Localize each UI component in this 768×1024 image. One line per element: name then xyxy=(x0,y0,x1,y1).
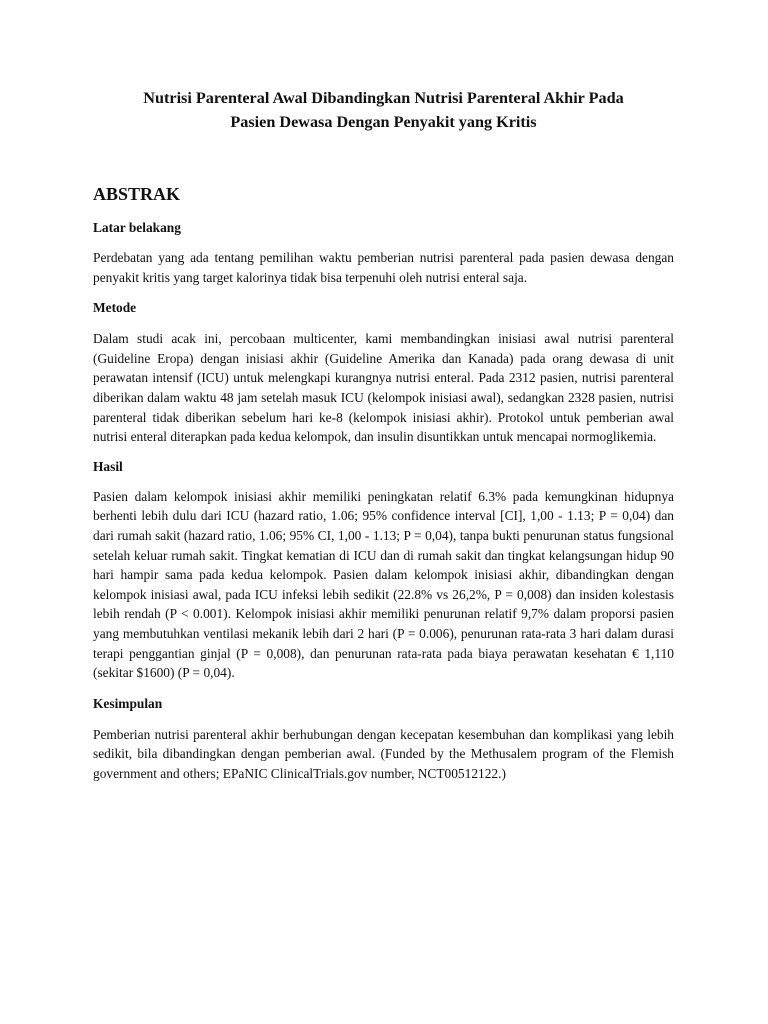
document-page xyxy=(93,86,674,783)
title-line-1: Nutrisi Parenteral Awal Dibandingkan Nutrisi Parenteral Akhir Pada xyxy=(143,89,624,107)
conclusion-heading: Kesimpulan xyxy=(93,695,163,711)
results-paragraph: Pasien dalam kelompok inisiasi akhir memiliki peningkatan relatif 6.3% pada kemungkinan hidupnya berhenti lebih dulu dari ICU (hazard ratio, 1.06; 95% confidence interval [CI], 1,00 - 1.13; P = 0,04) dan dari rumah sakit (hazard ratio, 1.06; 95% CI, 1,00 - 1.13; P = 0,04), tanpa bukti penurunan status fungsional setelah keluar rumah sakit. Tingkat kematian di ICU dan di rumah sakit dan tingkat kelangsungan hidup 90 hari hampir sama pada kedua kelompok. Pasien dalam kelompok inisiasi akhir, dibandingkan dengan kelompok inisiasi awal, pada ICU infeksi lebih sedikit (22.8% vs 26,2%, P = 0,008) dan insiden kolestasis lebih rendah (P < 0.001). Kelompok inisiasi akhir memiliki penurunan relatif 9,7% dalam proporsi pasien yang membutuhkan ventilasi mekanik lebih dari 2 hari (P = 0.006), penurunan rata-rata 3 hari dalam durasi terapi penggantian ginjal (P = 0,008), dan penurunan rata-rata pada biaya perawatan kesehatan € 1,110 (sekitar $1600) (P = 0,04). xyxy=(93,488,674,681)
title-line-2: Pasien Dewasa Dengan Penyakit yang Kritis xyxy=(230,113,537,131)
background-paragraph: Perdebatan yang ada tentang pemilihan waktu pemberian nutrisi parenteral pada pasien dewasa dengan penyakit kritis yang target kalorinya tidak bisa terpenuhi oleh nutrisi enteral saja. xyxy=(93,250,674,285)
conclusion-paragraph: Pemberian nutrisi parenteral akhir berhubungan dengan kecepatan kesembuhan dan komplikasi yang lebih sedikit, bila dibandingkan dengan pemberian awal. (Funded by the Methusalem program of the Flemish government and others; EPaNIC ClinicalTrials.gov number, NCT00512122.) xyxy=(93,726,674,781)
background-heading: Latar belakang xyxy=(93,220,181,235)
methods-paragraph: Dalam studi acak ini, percobaan multicenter, kami membandingkan inisiasi awal nutrisi parenteral (Guideline Eropa) dengan inisiasi akhir (Guideline Amerika dan Kanada) pada orang dewasa di unit perawatan intensif (ICU) untuk melengkapi kurangnya nutrisi enteral. Pada 2312 pasien, nutrisi parenteral diberikan dalam waktu 48 jam setelah masuk ICU (kelompok inisiasi awal), sedangkan 2328 pasien, nutrisi parenteral tidak diberikan sebelum hari ke-8 (kelompok inisiasi akhir). Protokol untuk pemberian awal nutrisi enteral diterapkan pada kedua kelompok, dan insulin disuntikkan untuk mencapai normoglikemia. xyxy=(93,331,674,445)
methods-heading: Metode xyxy=(93,300,137,316)
abstract-heading: ABSTRAK xyxy=(93,184,181,204)
document-title xyxy=(93,86,674,134)
results-heading: Hasil xyxy=(93,458,123,474)
